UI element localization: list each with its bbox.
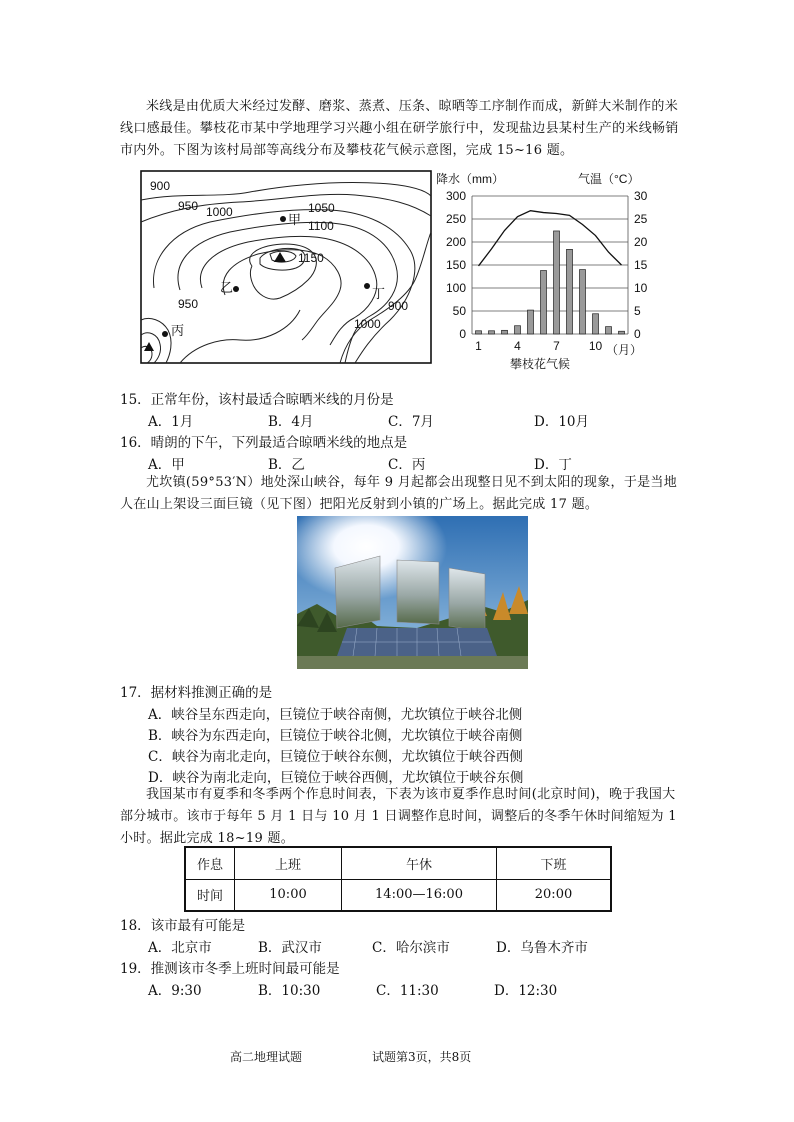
contour-map bbox=[140, 170, 432, 364]
point-jia-dot bbox=[280, 216, 286, 222]
q15-option-a[interactable]: A．1月 bbox=[148, 414, 194, 430]
schedule-data-cell: 14:00—16:00 bbox=[342, 879, 497, 911]
mirror-photo bbox=[297, 516, 528, 669]
q15-stem: 15．正常年份，该村最适合晾晒米线的月份是 bbox=[120, 392, 394, 408]
chart-bar bbox=[515, 326, 521, 334]
q15-option-c[interactable]: C．7月 bbox=[388, 414, 434, 430]
chart-ylabel-right: 气温（°C） bbox=[578, 172, 640, 186]
point-yi-label: 乙 bbox=[220, 280, 234, 295]
schedule-data-row bbox=[185, 879, 611, 911]
q19-stem: 19．推测该市冬季上班时间最可能是 bbox=[120, 961, 340, 977]
chart-ylabel-left: 降水（mm） bbox=[436, 172, 504, 186]
chart-xtick: 7 bbox=[553, 339, 560, 353]
chart-ytick-right: 25 bbox=[634, 212, 648, 226]
contour-label-900: 900 bbox=[150, 179, 171, 193]
q16-stem: 16．晴朗的下午，下列最适合晾晒米线的地点是 bbox=[120, 435, 408, 451]
chart-xlabel: （月） bbox=[606, 343, 643, 357]
chart-ytick-right: 5 bbox=[634, 304, 641, 318]
chart-xtick: 4 bbox=[514, 339, 521, 353]
chart-bar bbox=[541, 271, 547, 334]
q17-option-b[interactable]: B．峡谷为东西走向，巨镜位于峡谷北侧，尤坎镇位于峡谷南侧 bbox=[148, 728, 523, 744]
q18-option-c[interactable]: C．哈尔滨市 bbox=[372, 940, 450, 956]
q18-option-a[interactable]: A．北京市 bbox=[148, 940, 212, 956]
chart-ytick-right: 15 bbox=[634, 258, 648, 272]
chart-ytick-left: 50 bbox=[452, 304, 466, 318]
q15-option-b[interactable]: B．4月 bbox=[268, 414, 314, 430]
chart-ytick-left: 150 bbox=[445, 258, 466, 272]
chart-bar bbox=[593, 314, 599, 334]
point-bing-dot bbox=[162, 331, 168, 337]
chart-bar bbox=[502, 330, 508, 334]
q19-option-a[interactable]: A．9:30 bbox=[148, 983, 202, 999]
chart-bar bbox=[528, 310, 534, 334]
q18-stem: 18．该市最有可能是 bbox=[120, 918, 246, 934]
schedule-header-cell: 下班 bbox=[497, 847, 612, 879]
q19-option-b[interactable]: B．10:30 bbox=[258, 983, 321, 999]
chart-ytick-right: 0 bbox=[634, 327, 641, 341]
chart-bar bbox=[476, 331, 482, 334]
schedule-data-cell: 20:00 bbox=[497, 879, 612, 911]
contour-label-950: 950 bbox=[178, 199, 199, 213]
q18-option-d[interactable]: D．乌鲁木齐市 bbox=[496, 940, 588, 956]
contour-label-1150: 1150 bbox=[298, 251, 324, 265]
schedule-table bbox=[184, 846, 612, 912]
q16-option-c[interactable]: C．丙 bbox=[388, 457, 426, 473]
q15-option-d[interactable]: D．10月 bbox=[534, 414, 590, 430]
point-bing-label: 丙 bbox=[171, 323, 185, 338]
chart-bar bbox=[606, 327, 612, 334]
climate-chart bbox=[432, 168, 662, 374]
footer-page-number: 试题第3页，共8页 bbox=[372, 1050, 472, 1064]
chart-bar bbox=[580, 270, 586, 334]
point-ding-dot bbox=[364, 283, 370, 289]
chart-bar bbox=[619, 331, 625, 334]
chart-bar bbox=[567, 249, 573, 334]
contour-label-1000: 1000 bbox=[206, 205, 233, 219]
q18-option-b[interactable]: B．武汉市 bbox=[258, 940, 322, 956]
chart-ytick-right: 30 bbox=[634, 189, 648, 203]
q19-option-c[interactable]: C．11:30 bbox=[376, 983, 439, 999]
intro-paragraph-3: 我国某市有夏季和冬季两个作息时间表，下表为该市夏季作息时间(北京时间)，晚于我国大部分城市。该市于每年 5 月 1 日与 10 月 1 日调整作息时间，调整后的冬季午休时间缩短为 1 小时。据此完成 18~19 题。 bbox=[120, 787, 677, 846]
q17-stem: 17．据材料推测正确的是 bbox=[120, 685, 273, 701]
contour-label-1100: 1100 bbox=[308, 219, 334, 233]
q16-option-a[interactable]: A．甲 bbox=[148, 457, 185, 473]
intro-paragraph-2: 尤坎镇(59°53′N）地处深山峡谷，每年 9 月起都会出现整日见不到太阳的现象，于是当地人在山上架设三面巨镜（见下图）把阳光反射到小镇的广场上。据此完成 17 题。 bbox=[120, 475, 678, 512]
chart-ytick-right: 10 bbox=[634, 281, 648, 295]
schedule-header-cell: 上班 bbox=[235, 847, 342, 879]
point-jia-label: 甲 bbox=[288, 212, 302, 227]
chart-title: 攀枝花气候 bbox=[510, 357, 571, 371]
chart-ytick-left: 200 bbox=[445, 235, 466, 249]
q16-option-b[interactable]: B．乙 bbox=[268, 457, 305, 473]
chart-bar bbox=[489, 331, 495, 334]
chart-ytick-left: 0 bbox=[459, 327, 466, 341]
chart-xtick: 10 bbox=[588, 339, 603, 353]
contour-label-1050: 1050 bbox=[308, 201, 335, 215]
schedule-data-cell: 10:00 bbox=[235, 879, 342, 911]
chart-ytick-right: 20 bbox=[634, 235, 648, 249]
point-ding-label: 丁 bbox=[372, 286, 386, 301]
chart-ytick-left: 100 bbox=[445, 281, 466, 295]
schedule-header-row bbox=[185, 847, 611, 879]
chart-bar bbox=[554, 231, 560, 334]
schedule-data-cell: 时间 bbox=[185, 879, 235, 911]
contour-label-950-b: 950 bbox=[178, 297, 199, 311]
footer-subject: 高二地理试题 bbox=[230, 1050, 303, 1064]
q19-option-d[interactable]: D．12:30 bbox=[494, 983, 558, 999]
chart-ytick-left: 300 bbox=[445, 189, 466, 203]
point-yi-dot bbox=[233, 286, 239, 292]
q17-option-a[interactable]: A．峡谷呈东西走向，巨镜位于峡谷南侧，尤坎镇位于峡谷北侧 bbox=[148, 707, 523, 723]
intro-paragraph-1: 米线是由优质大米经过发酵、磨浆、蒸煮、压条、晾晒等工序制作而成，新鲜大米制作的米线口感最佳。攀枝花市某中学地理学习兴趣小组在研学旅行中，发现盐边县某村生产的米线畅销市内外。下图为该村局部等高线分布及攀枝花气候示意图，完成 15~16 题。 bbox=[120, 99, 679, 158]
q16-option-d[interactable]: D．丁 bbox=[534, 457, 572, 473]
schedule-header-cell: 作息 bbox=[185, 847, 235, 879]
contour-label-1000-b: 1000 bbox=[354, 317, 381, 331]
chart-ytick-left: 250 bbox=[445, 212, 466, 226]
schedule-header-cell: 午休 bbox=[342, 847, 497, 879]
contour-label-900-b: 900 bbox=[388, 299, 409, 313]
q17-option-d[interactable]: D．峡谷为南北走向，巨镜位于峡谷西侧，尤坎镇位于峡谷东侧 bbox=[148, 770, 524, 786]
chart-xtick: 1 bbox=[475, 339, 482, 353]
q17-option-c[interactable]: C．峡谷为南北走向，巨镜位于峡谷东侧，尤坎镇位于峡谷西侧 bbox=[148, 749, 523, 765]
